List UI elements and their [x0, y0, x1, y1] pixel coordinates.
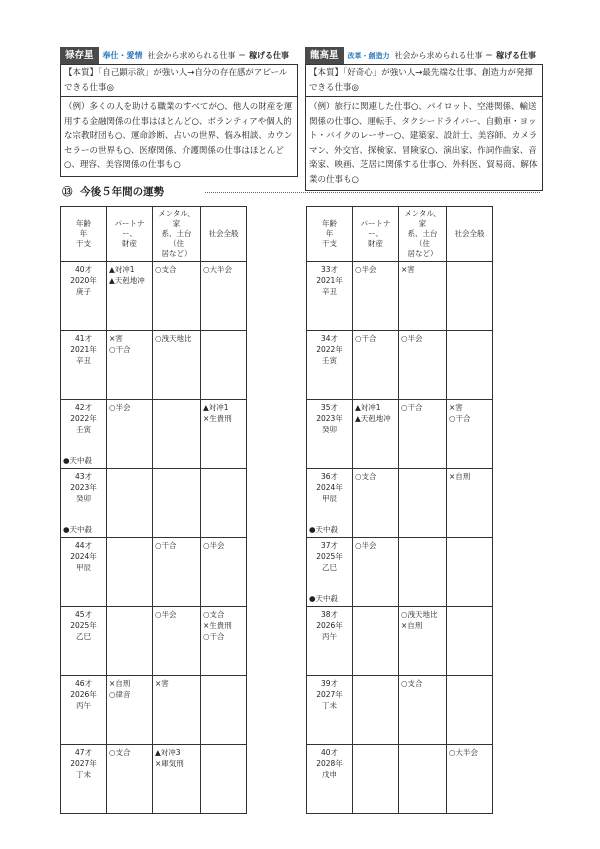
- mental-cell: [153, 469, 201, 538]
- society-cell: ○支合 ×生貴刑 ○干合: [201, 607, 247, 676]
- year-value: 2026年: [316, 621, 343, 630]
- top-left-panel: [60, 47, 298, 177]
- year-value: 2028年: [316, 759, 343, 768]
- kanshi-value: 丁未: [322, 701, 337, 710]
- kanshi-value: 甲辰: [76, 563, 91, 572]
- table-row: [61, 331, 247, 400]
- year-cell: [61, 538, 107, 607]
- partner-cell: ○干合: [353, 331, 399, 400]
- kanshi-value: 戊申: [322, 770, 337, 779]
- age-value: 37才: [320, 541, 339, 550]
- society-cell: ×自刑: [447, 469, 493, 538]
- partner-cell: ×自刑 ○律音: [107, 676, 153, 745]
- partner-cell: [353, 745, 399, 814]
- society-cell: [201, 469, 247, 538]
- tenchusatsu-marker: ●天中殺: [63, 456, 93, 465]
- year-cell: [61, 607, 107, 676]
- top-right-content: [305, 64, 543, 191]
- partner-cell: ▲対冲1 ▲天剋地冲: [107, 262, 153, 331]
- table-row: [307, 745, 493, 814]
- year-cell: [61, 469, 107, 538]
- tenchusatsu-marker: ●天中殺: [63, 525, 93, 534]
- society-cell: [201, 331, 247, 400]
- table-row: [307, 469, 493, 538]
- year-value: 2020年: [70, 276, 97, 285]
- year-cell: [307, 745, 353, 814]
- table-row: [61, 400, 247, 469]
- year-cell: [307, 676, 353, 745]
- kanshi-value: 壬寅: [76, 425, 91, 434]
- society-cell: [201, 745, 247, 814]
- partner-cell: [107, 538, 153, 607]
- header-age: 年齢 年 干支: [61, 207, 107, 262]
- age-value: 45才: [74, 610, 93, 619]
- age-value: 39才: [320, 679, 339, 688]
- kanshi-value: 乙巳: [76, 632, 91, 641]
- society-cell: ×害 ○干合: [447, 400, 493, 469]
- year-value: 2022年: [316, 345, 343, 354]
- age-value: 34才: [320, 334, 339, 343]
- partner-cell: [353, 607, 399, 676]
- kanshi-value: 丙午: [76, 701, 91, 710]
- tenchusatsu-marker: ●天中殺: [309, 594, 339, 603]
- header-society: 社会全般: [201, 207, 247, 262]
- kanshi-value: 庚子: [76, 287, 91, 296]
- partner-cell: ○半会: [353, 262, 399, 331]
- year-value: 2023年: [316, 414, 343, 423]
- age-value: 36才: [320, 472, 339, 481]
- table-row: [307, 538, 493, 607]
- year-value: 2025年: [70, 621, 97, 630]
- age-value: 40才: [320, 748, 339, 757]
- mental-cell: ○洩天地比 ×自刑: [399, 607, 447, 676]
- year-cell: [61, 745, 107, 814]
- year-cell: [61, 400, 107, 469]
- year-cell: [307, 469, 353, 538]
- table-row: [61, 607, 247, 676]
- essence-text: 【本質】「自己顕示欲」が強い人→自分の存在感がアピールできる仕事◎: [64, 68, 288, 93]
- mental-cell: [153, 400, 201, 469]
- age-value: 40才: [74, 265, 93, 274]
- year-cell: [307, 607, 353, 676]
- age-value: 47才: [74, 748, 93, 757]
- top-right-panel: [305, 47, 543, 191]
- society-cell: [447, 607, 493, 676]
- partner-cell: ○半会: [353, 538, 399, 607]
- year-value: 2023年: [70, 483, 97, 492]
- year-cell: [307, 331, 353, 400]
- mental-cell: ○支合: [399, 676, 447, 745]
- year-cell: [307, 262, 353, 331]
- table-header-row: [307, 207, 493, 262]
- kanshi-value: 壬寅: [322, 356, 337, 365]
- society-cell: ○大半会: [447, 745, 493, 814]
- mental-cell: ○半会: [399, 331, 447, 400]
- partner-cell: [107, 607, 153, 676]
- year-value: 2024年: [316, 483, 343, 492]
- mental-cell: ×害: [153, 676, 201, 745]
- age-value: 33才: [320, 265, 339, 274]
- table-row: [307, 676, 493, 745]
- header-partner: パートナー、 財産: [353, 207, 399, 262]
- kanshi-value: 癸卯: [76, 494, 91, 503]
- table-row: [307, 262, 493, 331]
- year-cell: [61, 676, 107, 745]
- bar-bold: 稼げる仕事: [249, 51, 290, 60]
- star-name: 龍高星: [305, 47, 344, 64]
- year-value: 2021年: [70, 345, 97, 354]
- age-value: 43才: [74, 472, 93, 481]
- top-left-header-bar: [60, 47, 298, 64]
- essence-text: 【本質】「好奇心」が強い人→最先端な仕事、創造力が発揮できる仕事◎: [309, 68, 533, 93]
- year-value: 2022年: [70, 414, 97, 423]
- mental-cell: ○支合: [153, 262, 201, 331]
- society-cell: [447, 262, 493, 331]
- bar-text: 社会から求められる仕事 ＝: [147, 51, 247, 60]
- table-row: [61, 262, 247, 331]
- age-value: 38才: [320, 610, 339, 619]
- partner-cell: [107, 469, 153, 538]
- mental-cell: [399, 538, 447, 607]
- tenchusatsu-marker: ●天中殺: [309, 525, 339, 534]
- society-cell: [447, 538, 493, 607]
- top-right-header-bar: [305, 47, 543, 64]
- year-cell: [307, 538, 353, 607]
- table-row: [61, 538, 247, 607]
- age-value: 44才: [74, 541, 93, 550]
- kanshi-value: 甲辰: [322, 494, 337, 503]
- table-row: [307, 331, 493, 400]
- year-value: 2027年: [70, 759, 97, 768]
- fortune-table-left: [60, 206, 247, 814]
- section-title: 今後５年間の運勢: [80, 186, 165, 198]
- year-value: 2027年: [316, 690, 343, 699]
- year-value: 2024年: [70, 552, 97, 561]
- header-partner: パートナー、 財産: [107, 207, 153, 262]
- mental-cell: ○半会: [153, 607, 201, 676]
- header-age: 年齢 年 干支: [307, 207, 353, 262]
- society-cell: ○大半会: [201, 262, 247, 331]
- table-row: [307, 400, 493, 469]
- mental-cell: ▲対冲3 ×庫気刑: [153, 745, 201, 814]
- kanshi-value: 癸卯: [322, 425, 337, 434]
- age-value: 35才: [320, 403, 339, 412]
- year-cell: [307, 400, 353, 469]
- year-value: 2021年: [316, 276, 343, 285]
- table-header-row: [61, 207, 247, 262]
- section-number: ⑬: [62, 186, 73, 198]
- kanshi-value: 辛丑: [322, 287, 337, 296]
- top-left-content: [60, 64, 298, 177]
- society-cell: ▲対冲1 ×生貴刑: [201, 400, 247, 469]
- kanshi-value: 乙巳: [322, 563, 337, 572]
- partner-cell: ○支合: [107, 745, 153, 814]
- mental-cell: ○洩天地比: [153, 331, 201, 400]
- star-tag: 改革・創造力: [347, 51, 390, 60]
- mental-cell: [399, 469, 447, 538]
- mental-cell: ○干合: [399, 400, 447, 469]
- age-value: 42才: [74, 403, 93, 412]
- table-row: [61, 676, 247, 745]
- partner-cell: [353, 676, 399, 745]
- year-value: 2026年: [70, 690, 97, 699]
- header-mental: メンタル、家 系、土台（住 居など）: [399, 207, 447, 262]
- star-name: 禄存星: [60, 47, 99, 64]
- fortune-table-right: [306, 206, 493, 814]
- partner-cell: ○支合: [353, 469, 399, 538]
- age-value: 41才: [74, 334, 93, 343]
- society-cell: [447, 676, 493, 745]
- kanshi-value: 辛丑: [76, 356, 91, 365]
- mental-cell: [399, 745, 447, 814]
- table-row: [61, 745, 247, 814]
- section-heading: [62, 184, 164, 199]
- age-value: 46才: [74, 679, 93, 688]
- mental-cell: ○干合: [153, 538, 201, 607]
- partner-cell: ○半会: [107, 400, 153, 469]
- partner-cell: ▲対冲1 ▲天剋地冲: [353, 400, 399, 469]
- year-value: 2025年: [316, 552, 343, 561]
- table-row: [61, 469, 247, 538]
- kanshi-value: 丙午: [322, 632, 337, 641]
- society-cell: ○半会: [201, 538, 247, 607]
- mental-cell: ×害: [399, 262, 447, 331]
- year-cell: [61, 262, 107, 331]
- header-mental: メンタル、家 系、土台（住 居など）: [153, 207, 201, 262]
- header-society: 社会全般: [447, 207, 493, 262]
- kanshi-value: 丁未: [76, 770, 91, 779]
- bar-bold: 稼げる仕事: [496, 51, 537, 60]
- section-dotted-rule: [205, 192, 540, 193]
- society-cell: [201, 676, 247, 745]
- year-cell: [61, 331, 107, 400]
- bar-text: 社会から求められる仕事 ＝: [394, 51, 494, 60]
- society-cell: [447, 331, 493, 400]
- partner-cell: ×害 ○干合: [107, 331, 153, 400]
- examples-text: （例）旅行に関連した仕事○、パイロット、空港関係、輸送関係の仕事○、運転手、タクシードライバー、自動車・ヨット・バイクのレーサー○、建築家、設計士、美容師、カメラマン、外交官、探検家、冒険家○、演出家、作詞作曲家、音楽家、映画、芝居に関係する仕事○、外科医、貿易商、解体業の仕事も○: [309, 102, 538, 185]
- table-row: [307, 607, 493, 676]
- examples-text: （例）多くの人を助ける職業のすべてが○、他人の財産を運用する金融関係の仕事はほとんど○、ボランティアや個人的な宗教財団も○、運命診断、占いの世界、悩み相談、カウンセラーの世界も○、医療関係、介護関係の仕事はほとんど○、理容、美容関係の仕事も○: [64, 102, 293, 170]
- star-tag: 奉仕・愛情: [102, 51, 143, 60]
